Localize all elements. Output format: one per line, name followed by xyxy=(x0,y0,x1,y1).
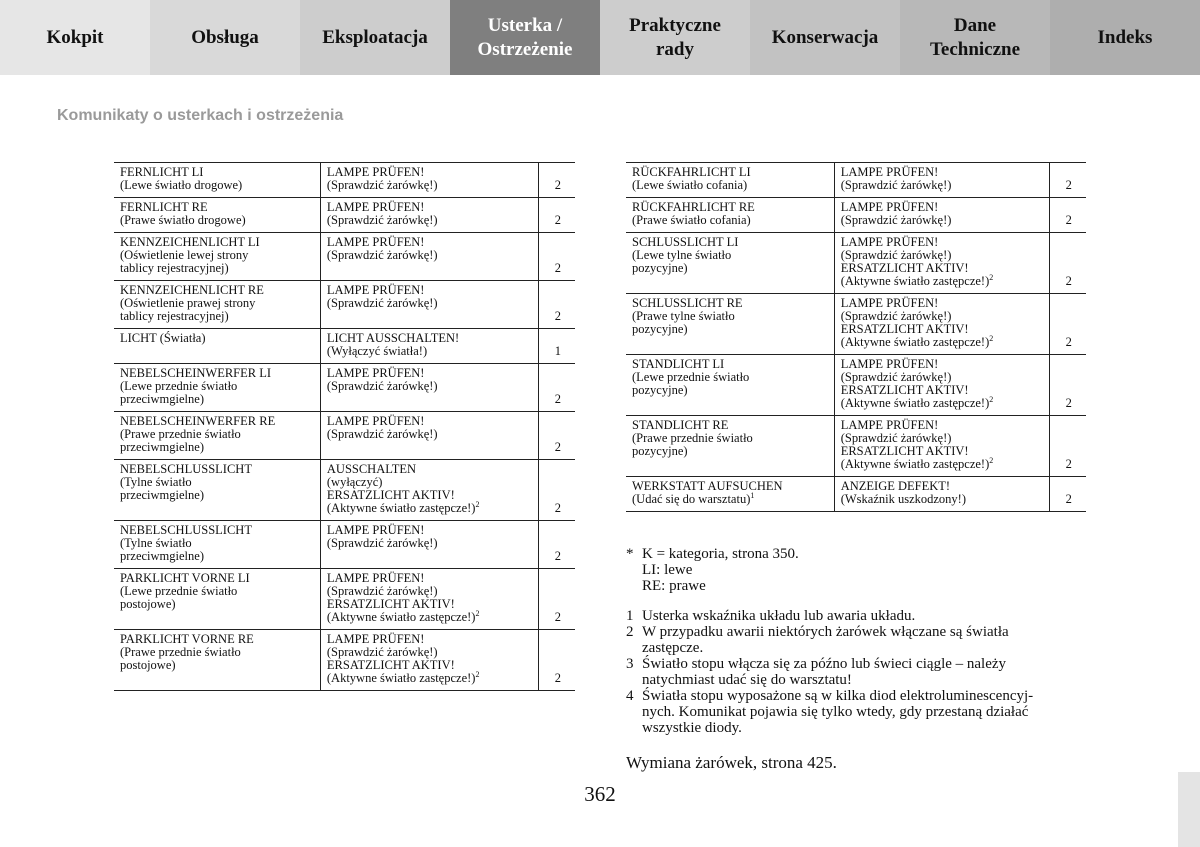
display-message: STANDLICHT LI (Lewe przednie światło pozycyjne) xyxy=(632,357,750,397)
display-message: RÜCKFAHRLICHT LI (Lewe światło cofania) xyxy=(632,165,751,192)
footnote-text: Światło stopu włącza się za późno lub świeci ciągle – należy natychmiast udać się do warsztatu! xyxy=(642,656,1007,688)
category-cell: 2 xyxy=(1049,198,1086,233)
table-row xyxy=(626,416,1086,477)
display-message: FERNLICHT RE (Prawe światło drogowe) xyxy=(120,200,246,227)
table-row xyxy=(114,329,575,364)
table-row xyxy=(626,233,1086,294)
table-row xyxy=(114,163,575,198)
message-cell xyxy=(626,355,834,416)
tab-obsluga[interactable]: Obsługa xyxy=(150,0,300,75)
required-action: LAMPE PRÜFEN! (Sprawdzić żarówkę!) ERSATZLICHT AKTIV! (Aktywne światło zastępcze!) xyxy=(840,296,990,349)
required-action: LAMPE PRÜFEN! (Sprawdzić żarówkę!) ERSATZLICHT AKTIV! (Aktywne światło zastępcze!) xyxy=(840,357,990,410)
footnote-ref: 2 xyxy=(475,669,480,679)
message-cell xyxy=(114,281,320,329)
required-action: LAMPE PRÜFEN! (Sprawdzić żarówkę!) xyxy=(326,283,438,310)
category-cell: 2 xyxy=(1049,163,1086,198)
numbered-footnotes xyxy=(626,608,1086,736)
display-message: LICHT (Światła) xyxy=(120,331,206,345)
message-cell xyxy=(626,294,834,355)
table-row xyxy=(114,198,575,233)
required-action: LICHT AUSSCHALTEN! (Wyłączyć światła!) xyxy=(326,331,460,358)
footnote-item xyxy=(626,608,1086,624)
page-number: 362 xyxy=(584,782,616,806)
footnote-ref: 2 xyxy=(475,499,480,509)
footnote-number: 1 xyxy=(626,608,634,624)
display-message: KENNZEICHENLICHT RE (Oświetlenie prawej strony tablicy rejestracyjnej) xyxy=(120,283,264,323)
action-cell xyxy=(320,163,538,198)
footnote-item xyxy=(626,656,1086,688)
display-message: PARKLICHT VORNE LI (Lewe przednie światło postojowe) xyxy=(120,571,250,611)
table-row xyxy=(114,630,575,691)
action-cell xyxy=(834,416,1049,477)
table-row xyxy=(626,163,1086,198)
table-row xyxy=(114,281,575,329)
table-row xyxy=(626,355,1086,416)
tab-praktyczne-rady[interactable]: Praktyczne rady xyxy=(600,0,750,75)
footnote-number: 2 xyxy=(626,624,634,640)
action-cell xyxy=(320,329,538,364)
required-action: LAMPE PRÜFEN! (Sprawdzić żarówkę!) xyxy=(326,523,438,550)
category-cell: 2 xyxy=(538,233,575,281)
tab-dane-techniczne[interactable]: Dane Techniczne xyxy=(900,0,1050,75)
footnote-number: 4 xyxy=(626,688,634,704)
footnote-ref: 1 xyxy=(750,490,755,500)
footnote-ref: 2 xyxy=(989,455,994,465)
message-cell xyxy=(114,233,320,281)
action-cell xyxy=(834,294,1049,355)
required-action: LAMPE PRÜFEN! (Sprawdzić żarówkę!) xyxy=(840,200,952,227)
table-row xyxy=(114,412,575,460)
footnotes xyxy=(626,546,1086,736)
action-cell xyxy=(834,163,1049,198)
footnote-text: W przypadku awarii niektórych żarówek włączane są światła zastępcze. xyxy=(642,624,1009,656)
error-table-left xyxy=(114,162,575,691)
action-cell xyxy=(320,281,538,329)
message-cell xyxy=(626,198,834,233)
table-row xyxy=(626,477,1086,512)
action-cell xyxy=(320,412,538,460)
category-cell: 2 xyxy=(1049,233,1086,294)
required-action: LAMPE PRÜFEN! (Sprawdzić żarówkę!) xyxy=(840,165,952,192)
table-row xyxy=(114,460,575,521)
note-line: K = kategoria, strona 350. xyxy=(642,546,799,562)
category-cell: 1 xyxy=(538,329,575,364)
message-cell xyxy=(114,198,320,233)
required-action: LAMPE PRÜFEN! (Sprawdzić żarówkę!) ERSATZLICHT AKTIV! (Aktywne światło zastępcze!) xyxy=(326,632,476,685)
required-action: LAMPE PRÜFEN! (Sprawdzić żarówkę!) ERSATZLICHT AKTIV! (Aktywne światło zastępcze!) xyxy=(326,571,476,624)
error-table-right xyxy=(626,162,1086,512)
display-message: NEBELSCHEINWERFER LI (Lewe przednie światło przeciwmgielne) xyxy=(120,366,272,406)
message-cell xyxy=(114,329,320,364)
category-cell: 2 xyxy=(538,198,575,233)
message-cell xyxy=(114,630,320,691)
display-message: STANDLICHT RE (Prawe przednie światło pozycyjne) xyxy=(632,418,753,458)
category-cell: 2 xyxy=(1049,416,1086,477)
message-cell xyxy=(626,477,834,512)
category-cell: 2 xyxy=(538,569,575,630)
action-cell xyxy=(320,460,538,521)
footnote-number: 3 xyxy=(626,656,634,672)
message-cell xyxy=(626,163,834,198)
action-cell xyxy=(320,569,538,630)
action-cell xyxy=(834,355,1049,416)
display-message: SCHLUSSLICHT RE (Prawe tylne światło pozycyjne) xyxy=(632,296,743,336)
display-message: KENNZEICHENLICHT LI (Oświetlenie lewej strony tablicy rejestracyjnej) xyxy=(120,235,260,275)
required-action: LAMPE PRÜFEN! (Sprawdzić żarówkę!) ERSATZLICHT AKTIV! (Aktywne światło zastępcze!) xyxy=(840,418,990,471)
message-cell xyxy=(114,412,320,460)
message-cell xyxy=(626,416,834,477)
action-cell xyxy=(320,198,538,233)
display-message: NEBELSCHLUSSLICHT (Tylne światło przeciwmgielne) xyxy=(120,462,252,502)
display-message: FERNLICHT LI (Lewe światło drogowe) xyxy=(120,165,243,192)
section-title: Komunikaty o usterkach i ostrzeżenia xyxy=(57,107,344,124)
category-cell: 2 xyxy=(538,521,575,569)
display-message: WERKSTATT AUFSUCHEN (Udać się do warsztatu) xyxy=(632,479,783,506)
tab-usterka-ostrzezenie[interactable]: Usterka / Ostrzeżenie xyxy=(450,0,600,75)
lamp-replacement-reference: Wymiana żarówek, strona 425. xyxy=(626,753,837,772)
footnote-item xyxy=(626,688,1086,736)
display-message: NEBELSCHEINWERFER RE (Prawe przednie światło przeciwmgielne) xyxy=(120,414,276,454)
table-row xyxy=(114,364,575,412)
action-cell xyxy=(320,630,538,691)
category-note xyxy=(626,546,1086,594)
table-row xyxy=(114,569,575,630)
category-cell: 2 xyxy=(538,460,575,521)
action-cell xyxy=(834,233,1049,294)
required-action: LAMPE PRÜFEN! (Sprawdzić żarówkę!) xyxy=(326,235,438,262)
message-cell xyxy=(114,460,320,521)
category-cell: 2 xyxy=(538,364,575,412)
footnote-ref: 2 xyxy=(989,394,994,404)
table-row xyxy=(626,294,1086,355)
footnote-ref: 2 xyxy=(989,333,994,343)
display-message: PARKLICHT VORNE RE (Prawe przednie światło postojowe) xyxy=(120,632,254,672)
message-cell xyxy=(114,163,320,198)
footnote-ref: 2 xyxy=(989,272,994,282)
required-action: LAMPE PRÜFEN! (Sprawdzić żarówkę!) xyxy=(326,366,438,393)
tab-konserwacja[interactable]: Konserwacja xyxy=(750,0,900,75)
table-row xyxy=(114,233,575,281)
tab-kokpit[interactable]: Kokpit xyxy=(0,0,150,75)
asterisk-mark: * xyxy=(626,546,634,562)
category-cell: 2 xyxy=(538,163,575,198)
message-cell xyxy=(626,233,834,294)
chapter-tab-bar xyxy=(0,0,1200,75)
required-action: LAMPE PRÜFEN! (Sprawdzić żarówkę!) xyxy=(326,165,438,192)
message-cell xyxy=(114,364,320,412)
category-cell: 2 xyxy=(1049,355,1086,416)
action-cell xyxy=(834,477,1049,512)
tab-eksploatacja[interactable]: Eksploatacja xyxy=(300,0,450,75)
table-row xyxy=(114,521,575,569)
display-message: NEBELSCHLUSSLICHT (Tylne światło przeciwmgielne) xyxy=(120,523,252,563)
required-action: ANZEIGE DEFEKT! (Wskaźnik uszkodzony!) xyxy=(840,479,967,506)
required-action: LAMPE PRÜFEN! (Sprawdzić żarówkę!) xyxy=(326,414,438,441)
required-action: LAMPE PRÜFEN! (Sprawdzić żarówkę!) xyxy=(326,200,438,227)
required-action: LAMPE PRÜFEN! (Sprawdzić żarówkę!) ERSATZLICHT AKTIV! (Aktywne światło zastępcze!) xyxy=(840,235,990,288)
action-cell xyxy=(320,521,538,569)
message-cell xyxy=(114,569,320,630)
category-cell: 2 xyxy=(538,412,575,460)
display-message: RÜCKFAHRLICHT RE (Prawe światło cofania) xyxy=(632,200,755,227)
note-line: LI: lewe xyxy=(642,562,693,578)
category-cell: 2 xyxy=(538,630,575,691)
footnote-item xyxy=(626,624,1086,656)
message-cell xyxy=(114,521,320,569)
footnote-text: Usterka wskaźnika układu lub awaria układu. xyxy=(642,608,916,624)
note-line: RE: prawe xyxy=(642,578,706,594)
action-cell xyxy=(320,364,538,412)
tab-indeks[interactable]: Indeks xyxy=(1050,0,1200,75)
footnote-text: Światła stopu wyposażone są w kilka diod elektroluminescencyj- nych. Komunikat pojawia się tylko wtedy, gdy przestaną działać wszystkie diody. xyxy=(642,688,1034,736)
action-cell xyxy=(834,198,1049,233)
action-cell xyxy=(320,233,538,281)
required-action: AUSSCHALTEN (wyłączyć) ERSATZLICHT AKTIV! (Aktywne światło zastępcze!) xyxy=(326,462,476,515)
category-cell: 2 xyxy=(1049,294,1086,355)
table-row xyxy=(626,198,1086,233)
display-message: SCHLUSSLICHT LI (Lewe tylne światło pozycyjne) xyxy=(632,235,739,275)
category-cell: 2 xyxy=(1049,477,1086,512)
side-thumb-marker xyxy=(1178,772,1200,847)
category-cell: 2 xyxy=(538,281,575,329)
footnote-ref: 2 xyxy=(475,608,480,618)
